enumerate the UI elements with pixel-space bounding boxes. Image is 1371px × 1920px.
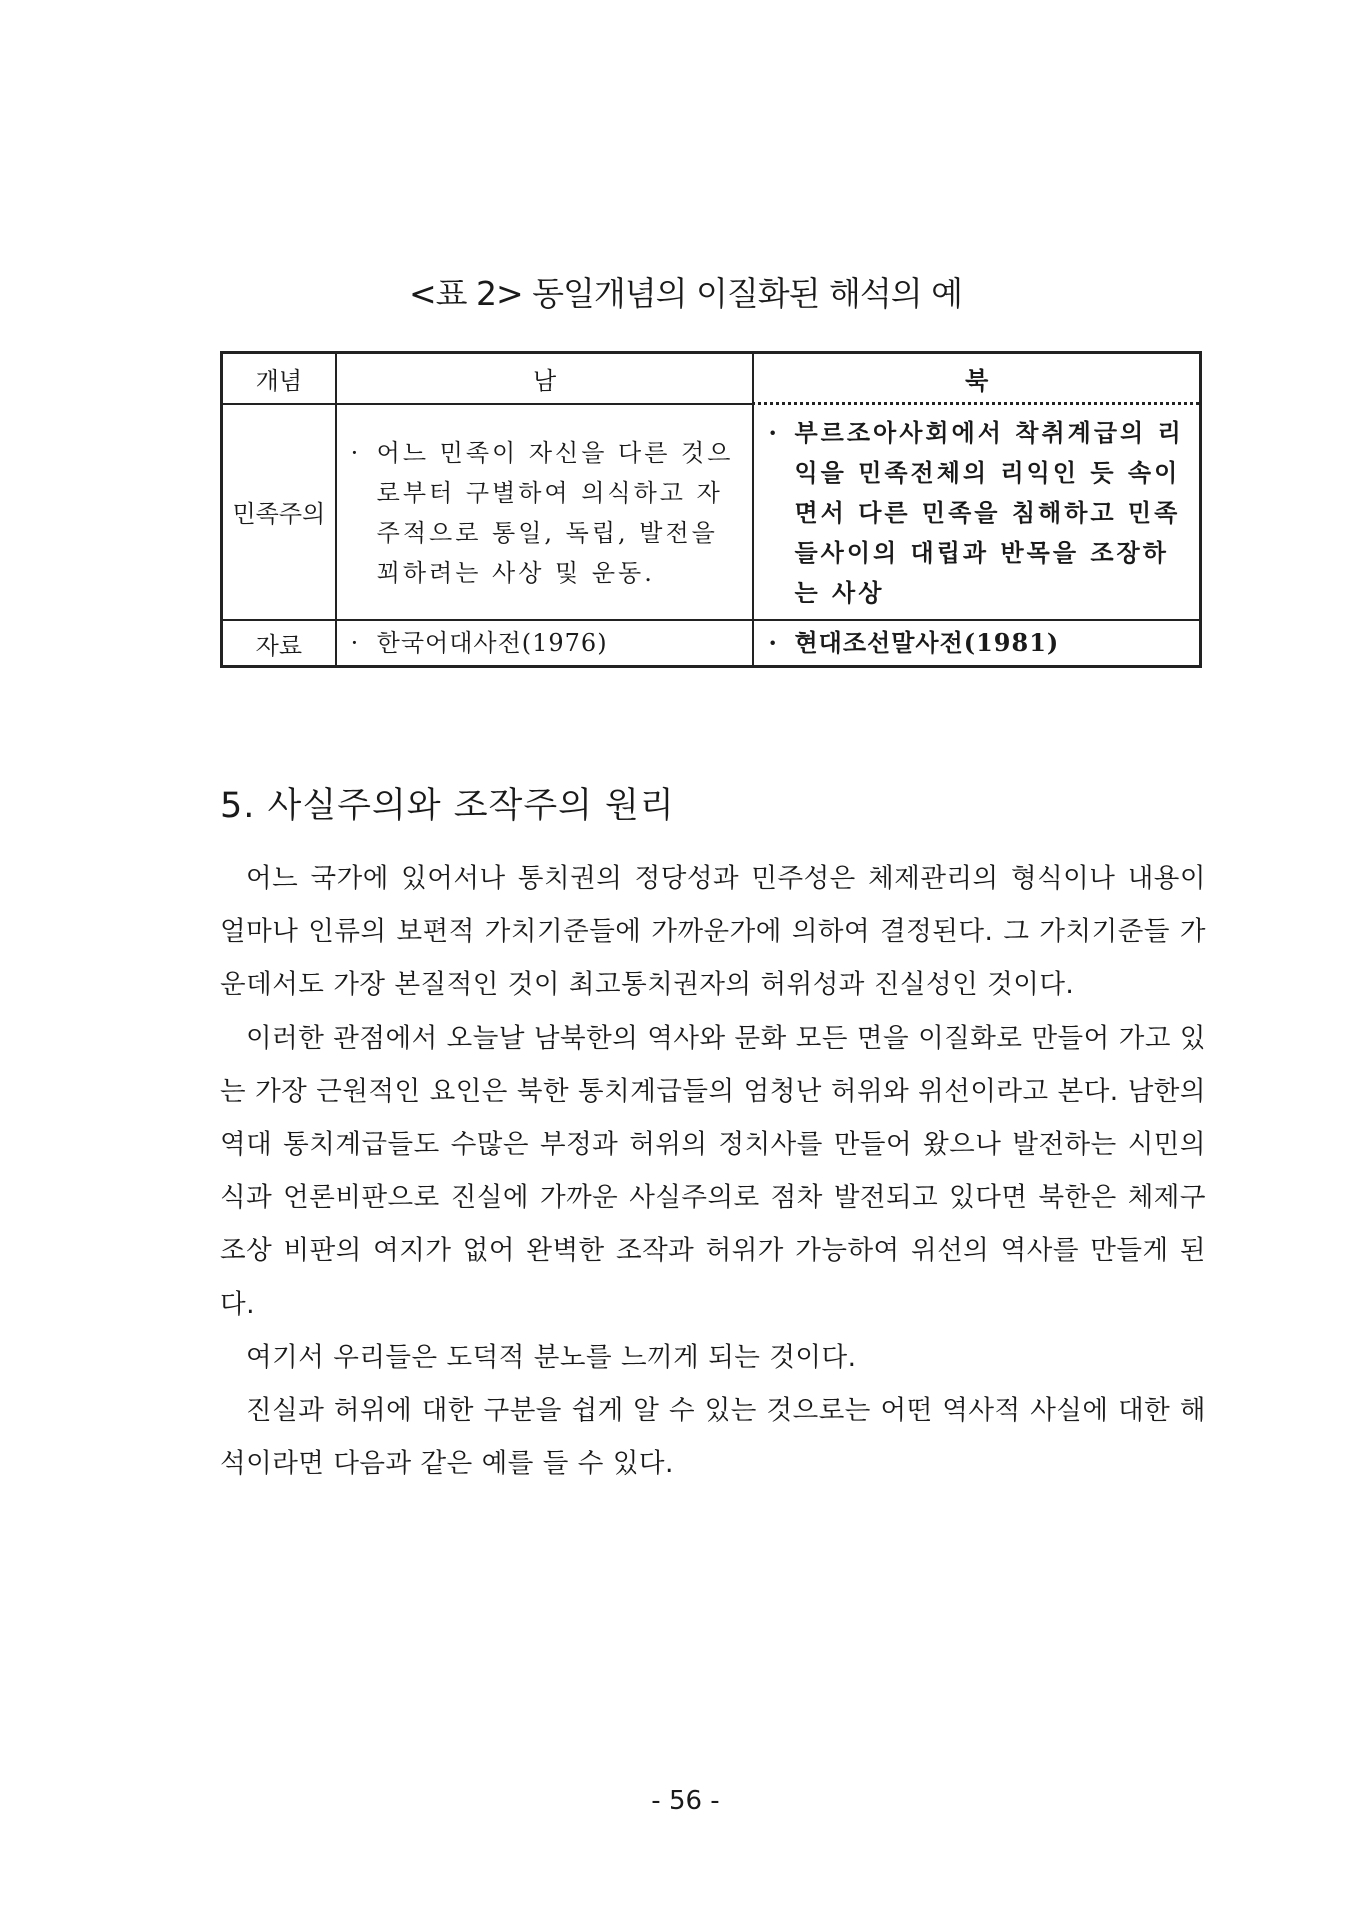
south-definition: 어느 민족이 자신을 다른 것으로부터 구별하여 의식하고 자주적으로 통일, 독립, 발전을 꾀하려는 사상 및 운동. — [376, 438, 734, 587]
north-source: 현대조선말사전(1981) — [794, 628, 1060, 657]
table-caption: <표 2> 동일개념의 이질화된 해석의 예 — [408, 274, 963, 313]
paragraph: 어느 국가에 있어서나 통치권의 정당성과 민주성은 체제관리의 형식이나 내용이 얼마나 인류의 보편적 가치기준들에 가까운가에 의하여 결정된다. 그 가치기준들 가운데서도 가장 본질적인 것이 최고통치권자의 허위성과 진실성인 것이다. — [220, 863, 1206, 1001]
header-south: 남 — [336, 353, 754, 404]
page-number: - 56 - — [651, 1786, 720, 1816]
north-source-cell — [753, 620, 1200, 667]
section-title: 5. 사실주의와 조작주의 원리 — [220, 786, 675, 826]
paragraph: 진실과 허위에 대한 구분을 쉽게 알 수 있는 것으로는 어떤 역사적 사실에 대한 해석이라면 다음과 같은 예를 들 수 있다. — [220, 1395, 1206, 1480]
bullet-mark: · — [350, 629, 360, 657]
header-concept: 개념 — [222, 353, 336, 404]
north-definition-cell — [753, 404, 1200, 621]
table-header-row — [222, 353, 1201, 404]
table-row — [222, 620, 1201, 667]
south-source: 한국어대사전(1976) — [376, 629, 608, 657]
concept-comparison-table — [220, 351, 1202, 668]
bullet-mark: · — [350, 438, 362, 467]
header-north: 북 — [753, 353, 1200, 404]
bullet-mark: · — [768, 418, 780, 447]
north-definition: 부르조아사회에서 착취계급의 리익을 민족전체의 리익인 듯 속이면서 다른 민족을 침해하고 민족들사이의 대립과 반목을 조장하는 사상 — [794, 418, 1184, 607]
body-text — [220, 852, 1206, 1490]
row-label-nationalism: 민족주의 — [222, 404, 336, 621]
paragraph: 이러한 관점에서 오늘날 남북한의 역사와 문화 모든 면을 이질화로 만들어 가고 있는 가장 근원적인 요인은 북한 통치계급들의 엄청난 허위와 위선이라고 본다. 남한의 역대 통치계급들도 수많은 부정과 허위의 정치사를 만들어 왔으나 발전하는 시민의식과 언론비판으로 진실에 가까운 사실주의로 점차 발전되고 있다면 북한은 체제구조상 비판의 여지가 없어 완벽한 조작과 허위가 가능하여 위선의 역사를 만들게 된다. — [220, 1022, 1206, 1320]
paragraph: 여기서 우리들은 도덕적 분노를 느끼게 되는 것이다. — [246, 1341, 857, 1373]
row-label-source: 자료 — [222, 620, 336, 667]
table-row — [222, 404, 1201, 621]
south-definition-cell — [336, 404, 754, 621]
bullet-mark: · — [768, 628, 778, 657]
south-source-cell — [336, 620, 754, 667]
